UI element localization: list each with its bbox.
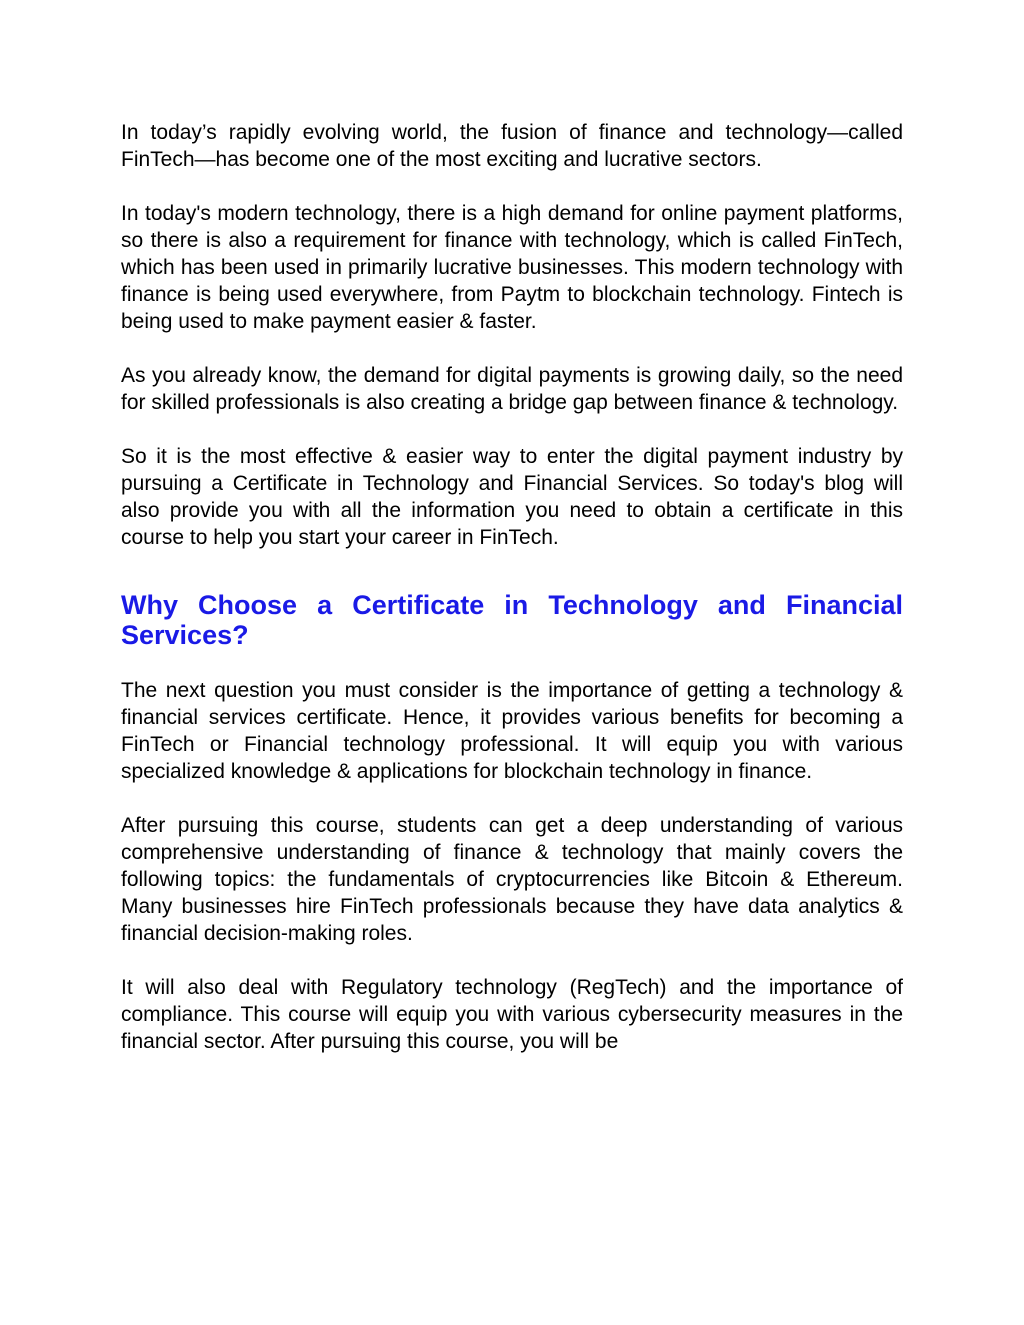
body-paragraph-3: It will also deal with Regulatory technology (RegTech) and the importance of compliance. This course will equip you with various cybersecurity measures in the financial sector. After pursuing this course, you will be [121, 976, 903, 1053]
body-paragraph-1: The next question you must consider is the importance of getting a technology & financial services certificate. Hence, it provides various benefits for becoming a FinTech or Financial technology professional. It will equip you with various specialized knowledge & applications for blockchain technology in finance. [121, 679, 903, 783]
paragraph-spacer [121, 416, 903, 443]
heading-spacer [121, 551, 903, 590]
body-paragraph-2: After pursuing this course, students can get a deep understanding of various comprehensive understanding of finance & technology that mainly covers the following topics: the fundamentals of cryptocurrencies like Bitcoin & Ethereum. Many businesses hire FinTech professionals because they have data analytics & financial decision-making roles. [121, 814, 903, 945]
intro-paragraph-4: So it is the most effective & easier way to enter the digital payment industry by pursuing a Certificate in Technology and Financial Services. So today's blog will also provide you with all the information you need to obtain a certificate in this course to help you start your career in FinTech. [121, 445, 903, 549]
intro-paragraph-2: In today's modern technology, there is a high demand for online payment platforms, so there is also a requirement for finance with technology, which is called FinTech, which has been used in primarily lucrative businesses. This modern technology with finance is being used everywhere, from Paytm to blockchain technology. Fintech is being used to make payment easier & faster. [121, 202, 903, 333]
paragraph-spacer [121, 947, 903, 974]
heading-spacer [121, 650, 903, 677]
intro-paragraph-1: In today’s rapidly evolving world, the fusion of finance and technology—called FinTech—has become one of the most exciting and lucrative sectors. [121, 121, 903, 171]
paragraph-spacer [121, 785, 903, 812]
paragraph-spacer [121, 173, 903, 200]
section-heading: Why Choose a Certificate in Technology and Financial Services? [121, 590, 903, 650]
document-page [121, 119, 903, 1055]
intro-paragraph-3: As you already know, the demand for digital payments is growing daily, so the need for skilled professionals is also creating a bridge gap between finance & technology. [121, 364, 903, 414]
paragraph-spacer [121, 335, 903, 362]
